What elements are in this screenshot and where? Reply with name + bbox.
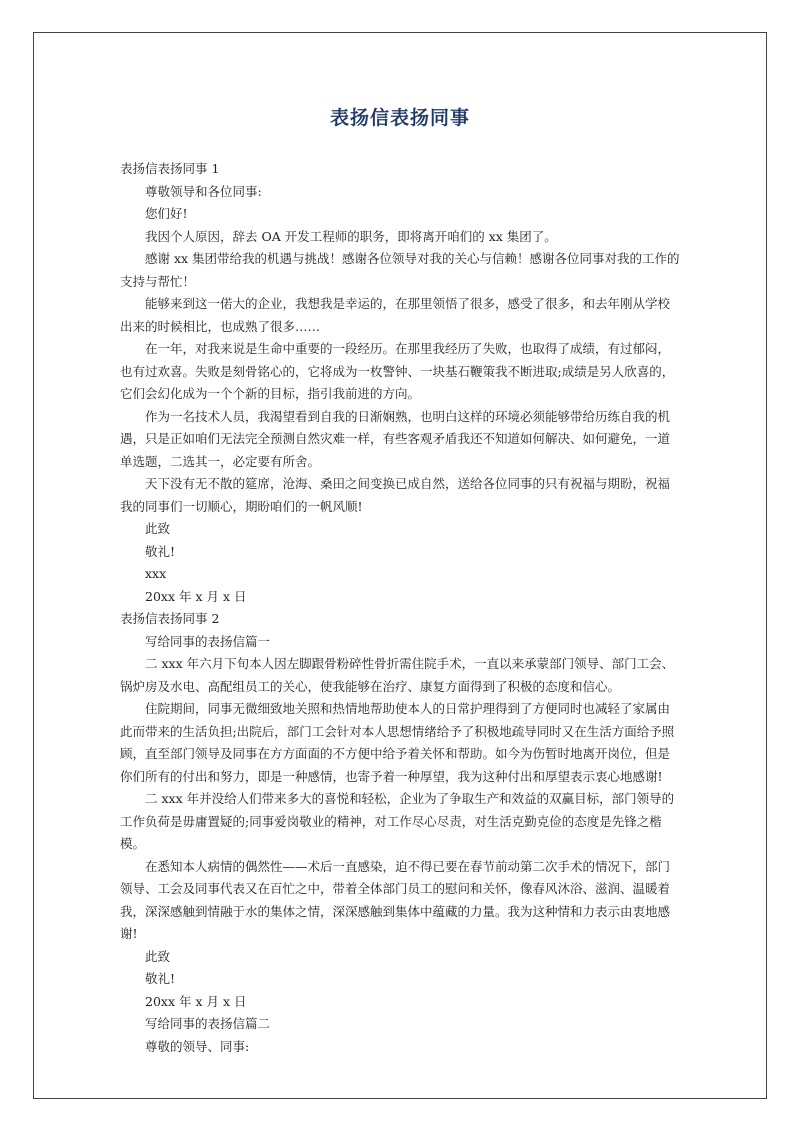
paragraph: 此致 bbox=[145, 948, 171, 964]
paragraph: 敬礼! bbox=[145, 543, 176, 559]
paragraph: 20xx 年 x 月 x 日 bbox=[145, 993, 247, 1009]
paragraph: 表扬信表扬同事 1 bbox=[120, 161, 220, 176]
paragraph: 我因个人原因，辞去 OA 开发工程师的职务，即将离开咱们的 xx 集团了。 bbox=[145, 228, 557, 244]
paragraph: 作为一名技术人员，我渴望看到自我的日渐娴熟，也明白这样的环境必须能够带给历练自我的机遇，只是正如咱们无法完全预测自然灾难一样，有些客观矛盾我还不知道如何解决、如何避免，一道单选题，二选其一，必定要有所舍。 bbox=[120, 408, 671, 469]
paragraph: 尊敬领导和各位同事: bbox=[145, 183, 262, 199]
paragraph: 表扬信表扬同事 2 bbox=[120, 611, 220, 626]
paragraph: xxx bbox=[145, 566, 167, 581]
paragraph: 天下没有无不散的筵席，沧海、桑田之间变换已成自然，送给各位同事的只有祝福与期盼，祝福我的同事们一切顺心，期盼咱们的一帆风顺! bbox=[120, 476, 671, 514]
paragraph: 二 xxx 年六月下旬本人因左脚跟骨粉碎性骨折需住院手术，一直以来承蒙部门领导、部门工会、锅炉房及水电、高配组员工的关心，使我能够在治疗、康复方面得到了积极的态度和信心。 bbox=[120, 656, 675, 694]
paragraph: 此致 bbox=[145, 521, 171, 536]
paragraph: 在一年，对我来说是生命中重要的一段经历。在那里我经历了失败，也取得了成绩，有过郁闷，也有过欢喜。失败是刻骨铭心的，它将成为一枚警钟、一块基石鞭策我不断进取;成绩是另人欣喜的，它们会幻化成为一个个新的目标，指引我前进的方向。 bbox=[120, 341, 675, 401]
paragraph: 在悉知本人病情的偶然性——术后一直感染，迫不得已要在春节前动第二次手术的情况下，部门领导、工会及同事代表又在百忙之中，带着全体部门员工的慰问和关怀，像春风沐浴、滋润、温暖着我，深深感触到情融于水的集体之情，深深感触到集体中蕴藏的力量。我为这种情和力表示由衷地感谢! bbox=[120, 858, 671, 941]
paragraph: 敬礼! bbox=[145, 971, 176, 986]
paragraph: 二 xxx 年并没给人们带来多大的喜悦和轻松，企业为了争取生产和效益的双赢目标，部门领导的工作负荷是毋庸置疑的;同事爱岗敬业的精神，对工作尽心尽责，对生活克勤克俭的态度是先锋之楷模。 bbox=[120, 791, 675, 851]
paragraph: 20xx 年 x 月 x 日 bbox=[145, 588, 247, 604]
paragraph: 住院期间，同事无微细致地关照和热情地帮助使本人的日常护理得到了方便同时也减轻了家属由此而带来的生活负担;出院后，部门工会针对本人思想情绪给予了积极地疏导同时又在生活方面给予照顾，直至部门领导及同事在方方面面的不方便中给予着关怀和帮助。如今为伤暂时地离开岗位，但是你们所有的付出和努力，即是一种感情，也寄予着一种厚望，我为这种付出和厚望表示衷心地感谢! bbox=[120, 701, 675, 784]
document-title: 表扬信表扬同事 bbox=[329, 107, 470, 129]
paragraph: 能够来到这一偌大的企业，我想我是幸运的，在那里领悟了很多，感受了很多，和去年刚从学校出来的时候相比，也成熟了很多…… bbox=[120, 296, 671, 334]
document-body bbox=[120, 158, 682, 1058]
paragraph: 尊敬的领导、同事: bbox=[145, 1038, 250, 1054]
paragraph: 写给同事的表扬信篇二 bbox=[145, 1016, 271, 1031]
paragraph: 写给同事的表扬信篇一 bbox=[145, 633, 271, 649]
paragraph: 您们好! bbox=[145, 206, 188, 221]
paragraph: 感谢 xx 集团带给我的机遇与挑战！感谢各位领导对我的关心与信赖！感谢各位同事对我的工作的支持与帮忙！ bbox=[120, 251, 680, 289]
